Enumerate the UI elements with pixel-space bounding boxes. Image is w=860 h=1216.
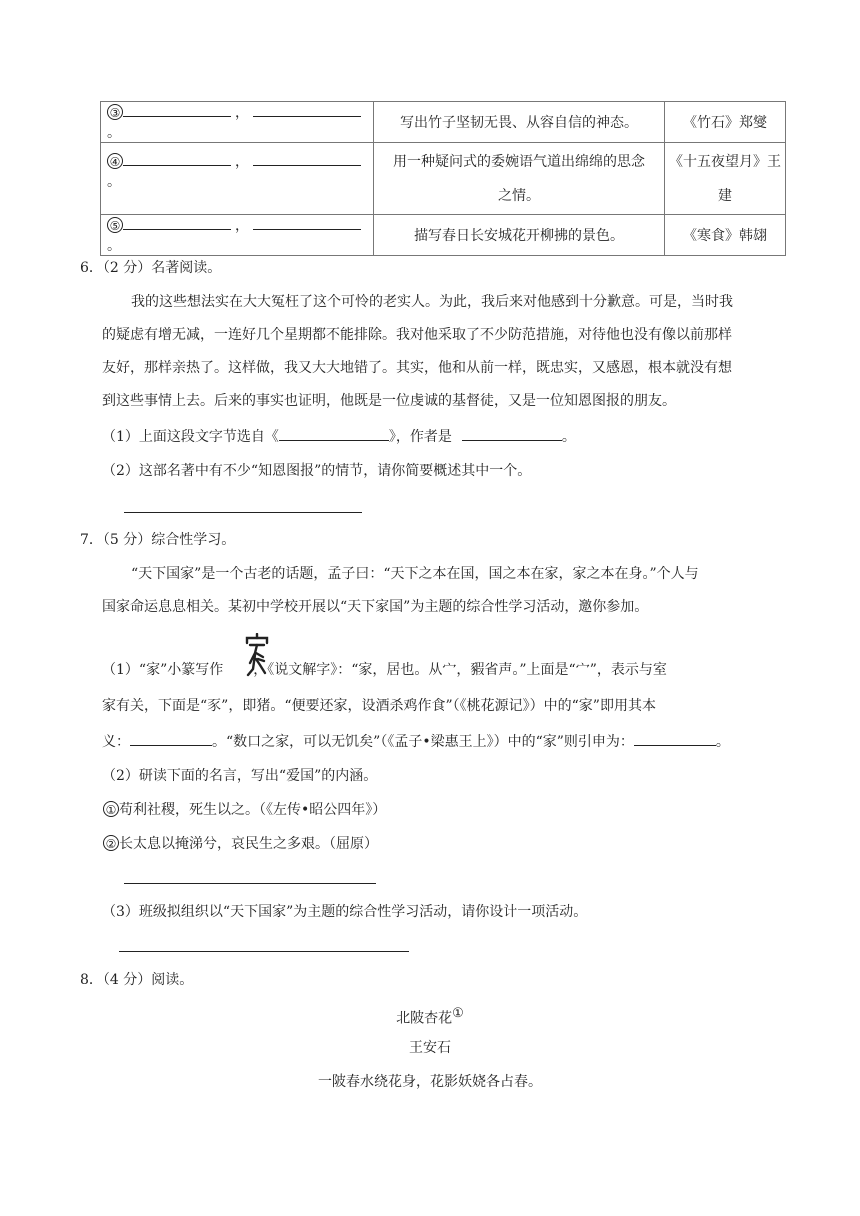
q6-para-line: 我的这些想法实在大大冤枉了这个可怜的老实人。为此，我后来对他感到十分歉意。可是，当时我 [131,294,733,310]
table-row [101,215,786,256]
q6-header: 6．（2 分）名著阅读。 [80,260,222,276]
answer-blank[interactable] [130,732,212,746]
answer-line[interactable] [124,883,376,884]
source-line: 建 [718,187,732,204]
answer-blank[interactable] [123,103,231,117]
quote-number: ② [103,835,119,851]
description-cell: 写出竹子坚韧无畏、从容自信的神态。 [374,102,665,143]
row-number: ④ [107,153,123,169]
q7-sub1-text: （1）“家”小篆写作 [102,662,224,678]
row-number: ③ [107,104,123,120]
q6-sub1-text: 。 [561,429,576,445]
q6-sub2: （2）这部名著中有不少“知恩图报”的情节，请你简要概述其中一个。 [102,463,532,479]
period: 。 [107,125,121,141]
source-cell [665,143,786,215]
poem-title [0,1004,860,1029]
answer-blank[interactable] [123,152,231,166]
answer-blank[interactable] [253,216,361,230]
q6-para-line: 到这些事情上去。后来的事实也证明，他既是一位虔诚的基督徒，又是一位知恩图报的朋友。 [102,393,676,409]
poem-line: 一陂春水绕花身，花影妖娆各占春。 [318,1074,542,1090]
comma: ， [235,154,249,170]
q6-para-line: 的疑虑有增无减，一连好几个星期都不能排除。我对他采取了不少防范措施，对待他也没有像以前那样 [102,327,732,343]
q7-quote-2 [103,834,378,854]
q7-header: 7．（5 分）综合性学习。 [80,532,236,548]
source-line: 《十五夜望月》王 [669,153,781,170]
poem-table [100,101,786,256]
answer-cell [101,215,374,256]
q7-sub1-line2: 家有关，下面是“豕”，即猪。“便要还家，设酒杀鸡作食”（《桃花源记》）中的“家”即用其本 [102,698,656,714]
q6-sub1 [102,427,576,447]
q7-sub1-text: 。 [715,734,730,750]
q6-para-line: 友好，那样亲热了。这样做，我又大大地错了。其实，他和从前一样，既忠实，又感恩，根本就没有想 [102,360,732,376]
poem-title-text: 北陂杏花 [396,1010,453,1027]
description-line: 用一种疑问式的委婉语气道出绵绵的思念 [393,153,645,170]
q8-header: 8．（4 分）阅读。 [80,972,194,988]
q7-sub3: （3）班级拟组织以“天下国家”为主题的综合性学习活动，请你设计一项活动。 [102,904,588,920]
table-row [101,143,786,215]
answer-blank[interactable] [253,152,361,166]
q7-sub1-text: 义： [102,734,130,750]
poem-author: 王安石 [409,1040,451,1056]
answer-blank[interactable] [253,103,361,117]
quote-text: 苟利社稷，死生以之。（《左传•昭公四年》） [119,802,387,818]
q7-sub1-line1 [102,660,667,680]
comma: ， [235,218,249,234]
q6-sub1-text: （1）上面这段文字节选自《 [102,429,279,445]
answer-line[interactable] [124,512,362,513]
source-cell: 《寒食》韩翃 [665,215,786,256]
answer-line[interactable] [119,951,409,952]
answer-blank[interactable] [123,216,231,230]
quote-text: 长太息以掩涕兮，哀民生之多艰。（屈原） [119,836,378,852]
answer-cell [101,143,374,215]
answer-blank[interactable] [634,732,716,746]
period: 。 [107,174,121,190]
q7-sub1-line3 [102,732,730,752]
q7-sub1-text: ，《说文解字》：“家，居也。从宀，豭省声。”上面是“宀”，表示与室 [253,662,667,678]
description-cell: 描写春日长安城花开柳拂的景色。 [374,215,665,256]
row-number: ⑤ [107,217,123,233]
q7-intro-line: “天下国家”是一个古老的话题，孟子曰：“天下之本在国，国之本在家，家之本在身。”个人与 [131,566,699,582]
q7-sub1-text: 。“数口之家，可以无饥矣”（《孟子•梁惠王上》）中的“家”则引申为： [212,734,634,750]
footnote-marker: ① [452,1006,464,1021]
description-line: 之情。 [498,187,540,204]
q6-sub1-text: 》，作者是 [388,429,452,445]
q7-quote-1 [103,800,386,820]
comma: ， [235,105,249,121]
answer-cell [101,102,374,143]
answer-blank[interactable] [279,427,389,441]
quote-number: ① [103,801,119,817]
table-row [101,102,786,143]
q7-intro-line: 国家命运息息相关。某初中学校开展以“天下家国”为主题的综合性学习活动，邀你参加。 [102,599,649,615]
answer-blank[interactable] [462,427,562,441]
period: 。 [107,238,121,254]
seal-script-jia-icon [244,633,270,677]
source-cell: 《竹石》郑燮 [665,102,786,143]
description-cell [374,143,665,215]
q7-sub2: （2）研读下面的名言，写出“爱国”的内涵。 [102,768,378,784]
